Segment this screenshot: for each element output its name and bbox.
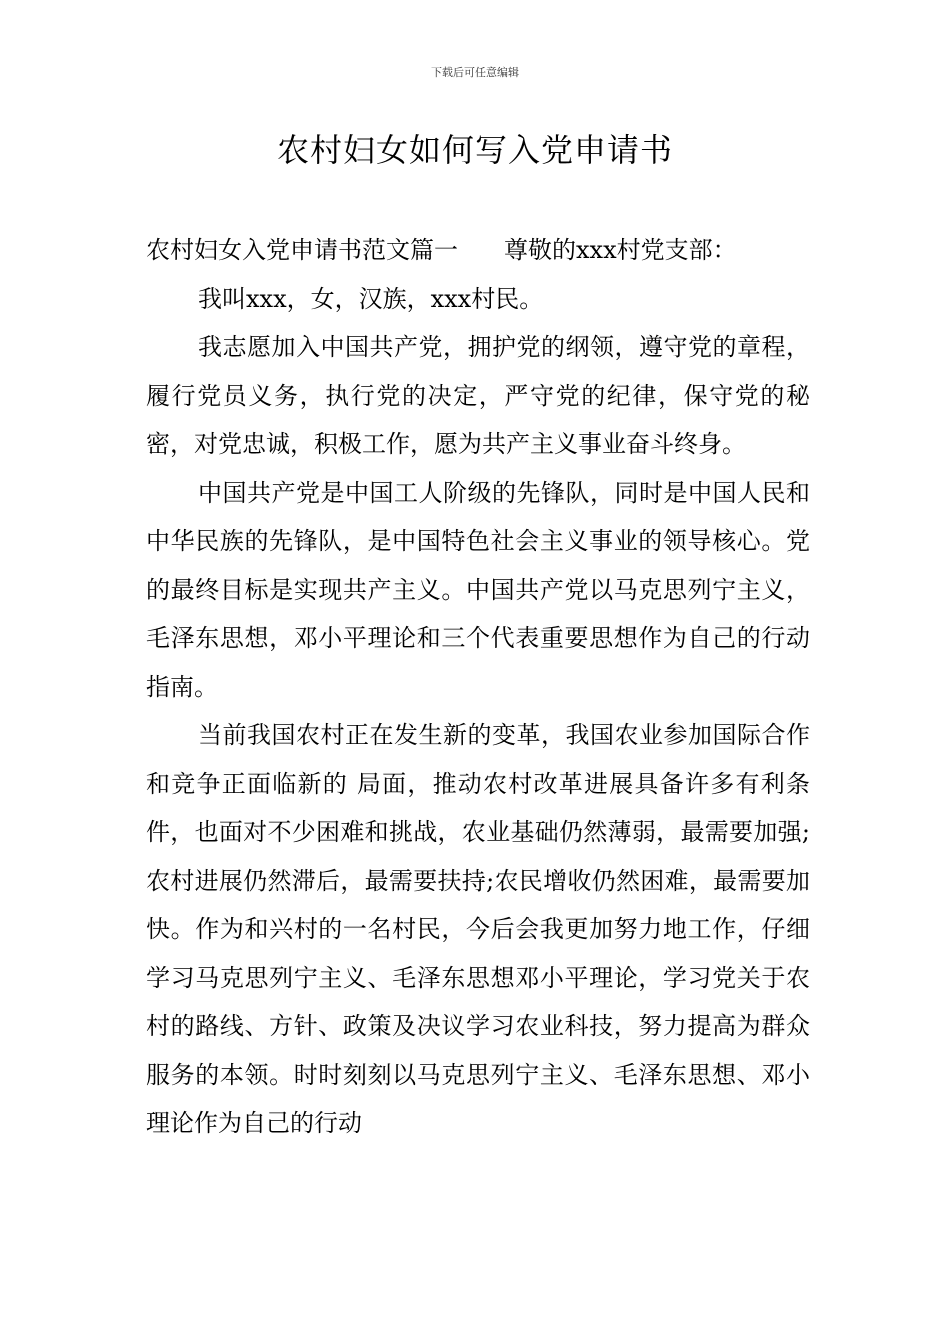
sample-label: 农村妇女入党申请书范文篇一 — [146, 236, 458, 264]
paragraph-pledge: 我志愿加入中国共产党，拥护党的纲领，遵守党的章程，履行党员义务，执行党的决定，严守党的纪律，保守党的秘密，对党忠诚，积极工作，愿为共产主义事业奋斗终身。 — [146, 333, 810, 458]
document-body — [146, 226, 810, 1148]
paragraph-intro: 我叫xxx，女，汉族，xxx村民。 — [198, 284, 544, 313]
opening-line — [146, 226, 810, 275]
paragraph-party-nature: 中国共产党是中国工人阶级的先锋队，同时是中国人民和中华民族的先锋队，是中国特色社会主义事业的领导核心。党的最终目标是实现共产主义。中国共产党以马克思列宁主义，毛泽东思想，邓小平理论和三个代表重要思想作为自己的行动指南。 — [146, 478, 810, 701]
paragraph-rural-reform: 当前我国农村正在发生新的变革，我国农业参加国际合作和竞争正面临新的 局面，推动农村改革进展具备许多有利条件，也面对不少困难和挑战，农业基础仍然薄弱，最需要加强;农村进展仍然滞后，最需要扶持;农民增收仍然困难，最需要加快。作为和兴村的一名村民，今后会我更加努力地工作，仔细学习马克思列宁主义、毛泽东思想邓小平理论，学习党关于农村的路线、方针、政策及决议学习农业科技，努力提高为群众服务的本领。时时刻刻以马克思列宁主义、毛泽东思想、邓小理论作为自己的行动 — [146, 721, 810, 1137]
header-note: 下载后可任意编辑 — [431, 66, 519, 79]
document-title: 农村妇女如何写入党申请书 — [276, 131, 673, 169]
salutation: 尊敬的xxx村党支部： — [504, 236, 737, 264]
